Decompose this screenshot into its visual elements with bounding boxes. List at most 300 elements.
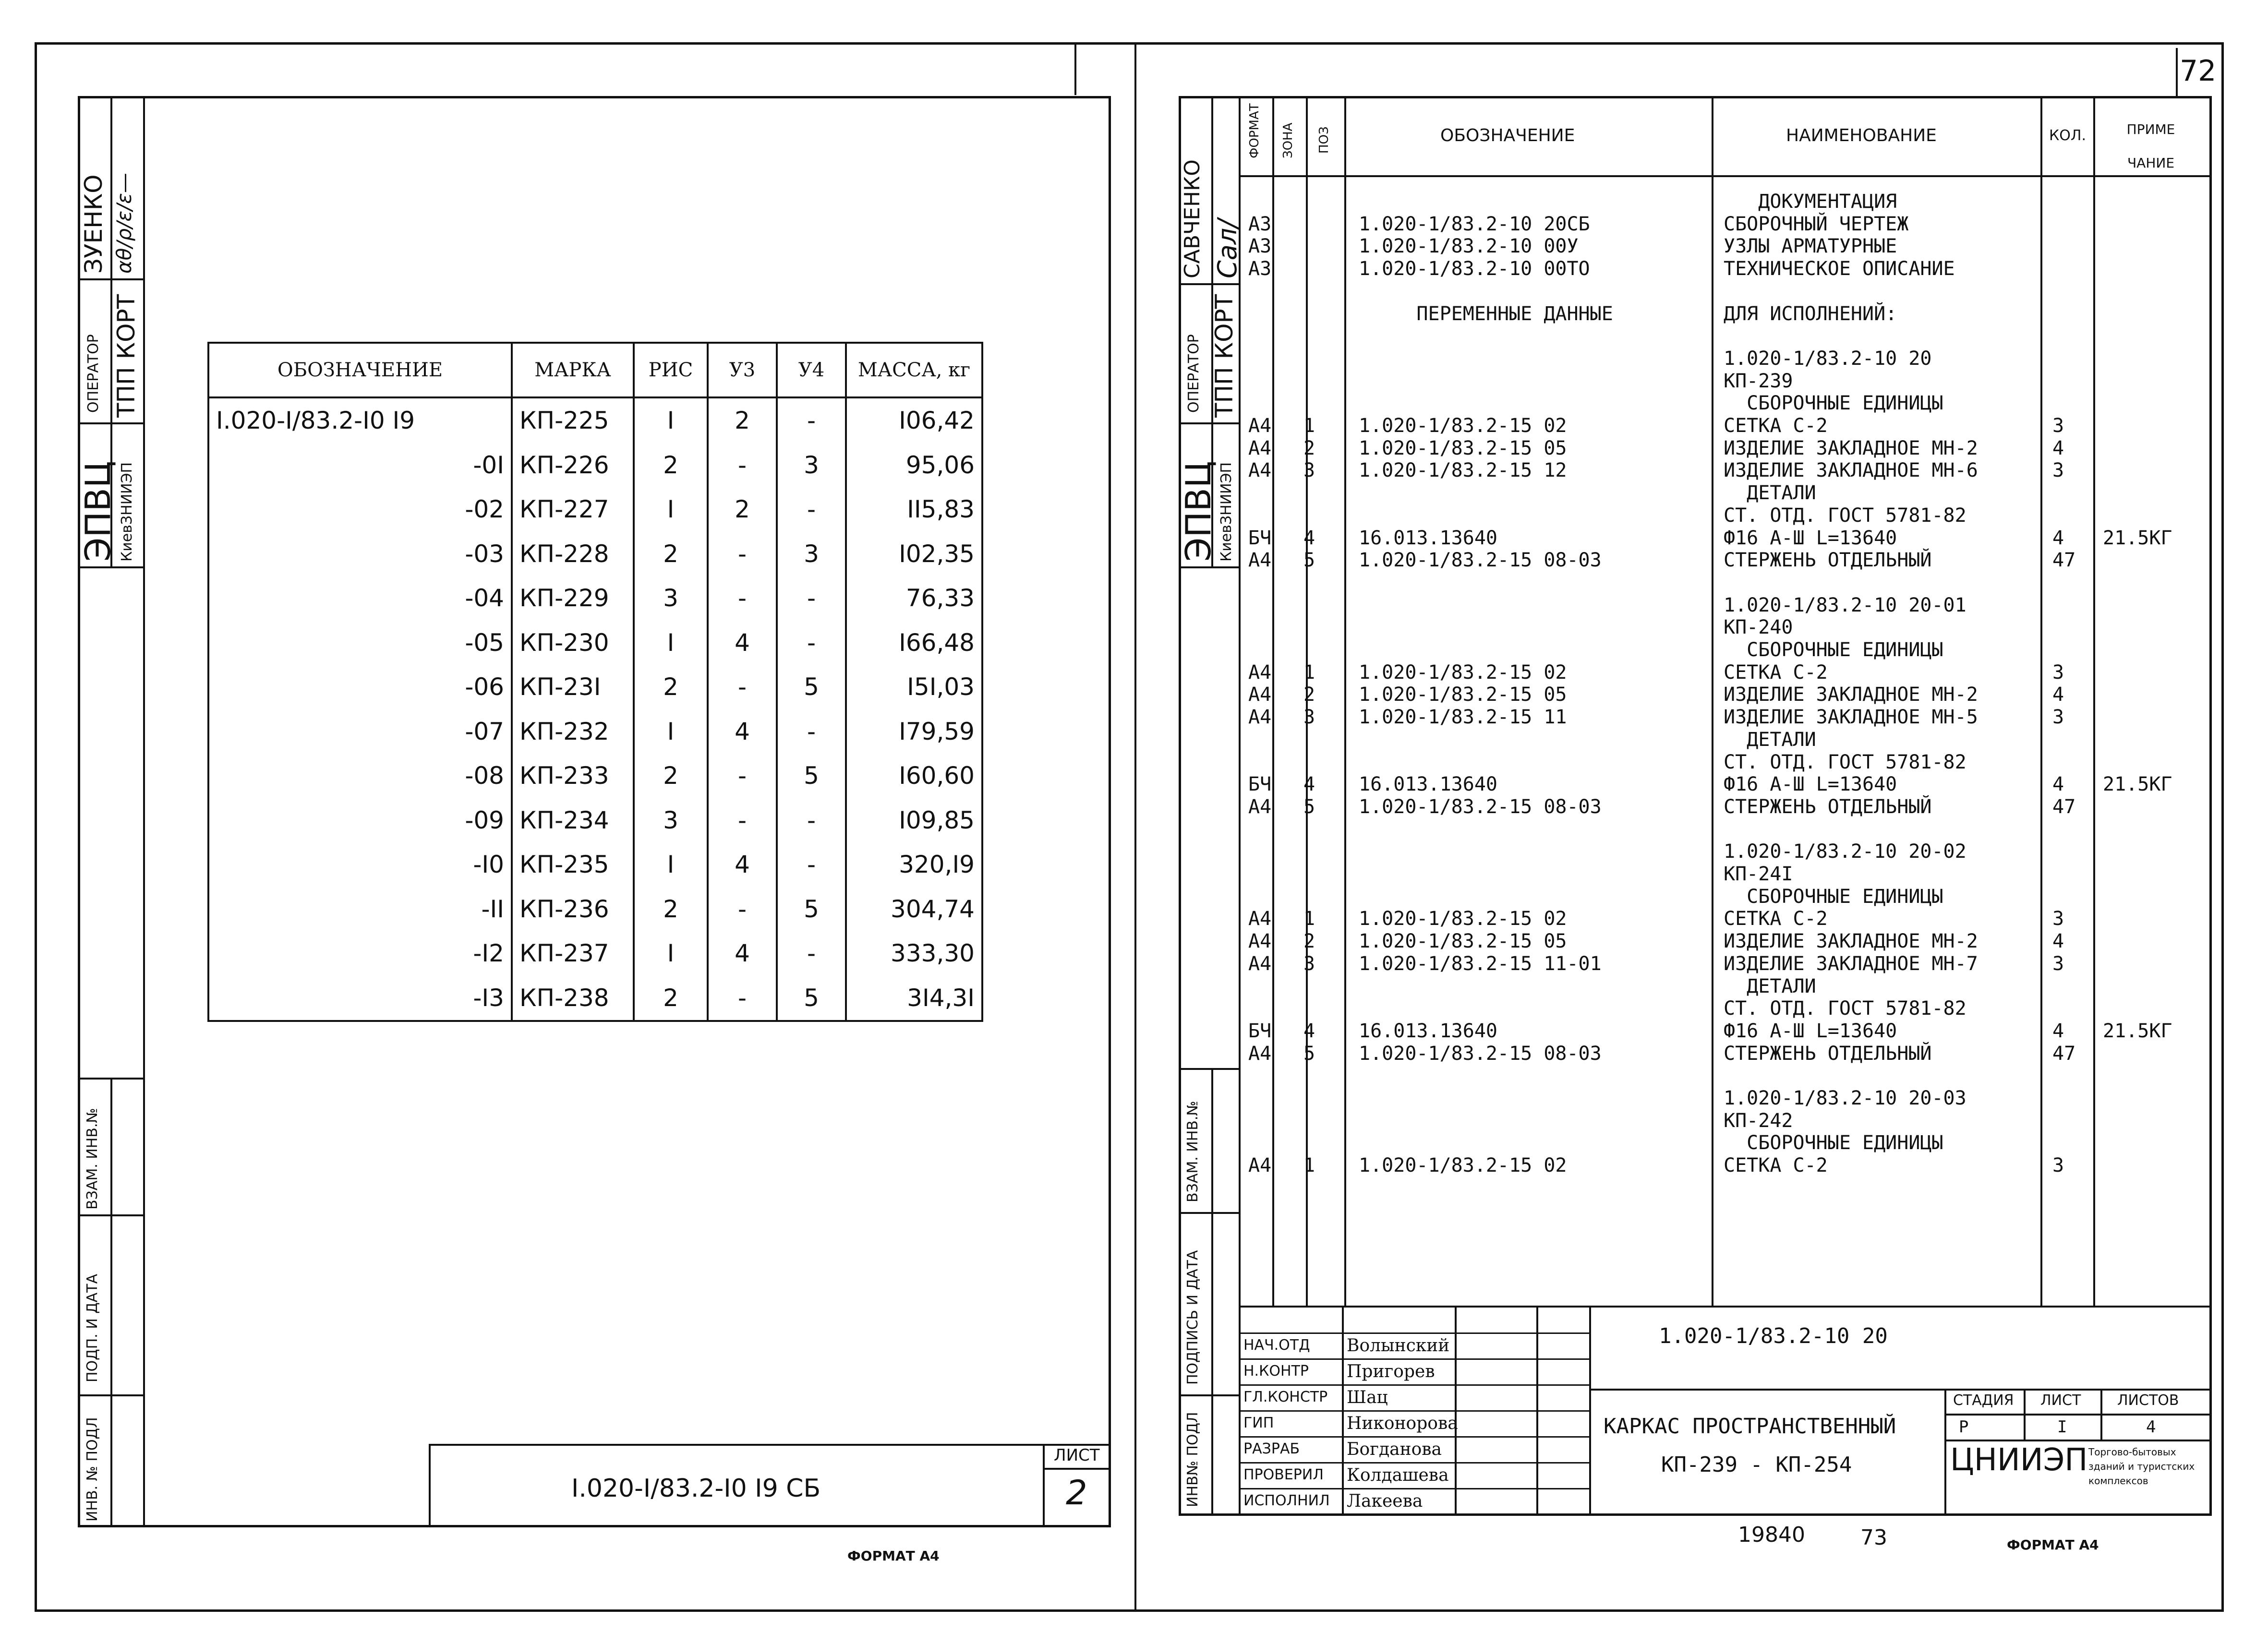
bottom-number-2: 73 — [1860, 1525, 1887, 1550]
tb-role: Н.КОНТР — [1243, 1363, 1309, 1380]
spec-header-zone: ЗОНА — [1281, 122, 1295, 158]
spec-cell-name: КП-240 — [1724, 616, 1793, 639]
tb-stage-bottom — [1944, 1440, 2212, 1441]
spec-cell-name: ДЕТАЛИ — [1724, 975, 1816, 997]
spec-cell-pos: 3 — [1303, 706, 1315, 729]
spec-header-pos: ПОЗ — [1317, 126, 1331, 154]
cell-u4: 3 — [777, 532, 846, 576]
tb-sheets-label: ЛИСТОВ — [2117, 1392, 2179, 1409]
tb-sheet-label: ЛИСТ — [2040, 1392, 2081, 1409]
cell-mark: КП-23I — [512, 665, 634, 709]
cell-fig: 2 — [634, 754, 708, 798]
tb-person-name: Лакеева — [1347, 1491, 1423, 1511]
cell-u4: - — [777, 798, 846, 843]
right-side-sep1 — [1179, 283, 1239, 285]
spec-cell-format: А4 — [1248, 1154, 1272, 1177]
cell-mass: I02,35 — [846, 532, 982, 576]
spec-cell-designation: ПЕРЕМЕННЫЕ ДАННЫЕ — [1359, 302, 1613, 325]
cell-fig: I — [634, 397, 708, 443]
spec-cell-format: А4 — [1248, 795, 1272, 818]
col-header-mass: МАССА, кг — [846, 343, 982, 397]
spec-cell-format: БЧ — [1248, 1020, 1272, 1042]
cell-u3: 2 — [708, 487, 777, 532]
right-side-lower-line — [1211, 1068, 1213, 1516]
spec-cell-designation: 1.020-1/83.2-15 02 — [1359, 908, 1567, 930]
spec-cell-note: 21.5КГ — [2103, 773, 2172, 796]
cell-mass: I60,60 — [846, 754, 982, 798]
spec-header-name: НАИМЕНОВАНИЕ — [1786, 126, 1937, 145]
right-side-col-line2 — [1239, 96, 1241, 1516]
cell-mass: 3I4,3I — [846, 976, 982, 1021]
right-inv-label: ИНВ№ ПОДЛ — [1184, 1412, 1201, 1507]
spec-cell-pos: 5 — [1303, 795, 1315, 818]
table-row — [208, 576, 982, 621]
cell-mark: КП-228 — [512, 532, 634, 576]
tb-sheet: I — [2057, 1417, 2067, 1437]
spec-cell-format: А4 — [1248, 415, 1272, 437]
tb-row-line — [1239, 1332, 1589, 1334]
sheet-divider — [1134, 42, 1136, 1612]
cell-u3: - — [708, 798, 777, 843]
cell-fig: 3 — [634, 576, 708, 621]
cell-u3: 4 — [708, 621, 777, 665]
spec-cell-name: ИЗДЕЛИЕ ЗАКЛАДНОЕ МН-5 — [1724, 706, 1978, 729]
left-inv-label: ИНВ. № ПОДЛ — [84, 1417, 101, 1522]
spec-cell-name: СТЕРЖЕНЬ ОТДЕЛЬНЫЙ — [1724, 1042, 1932, 1065]
cell-designation: -07 — [208, 709, 512, 754]
spec-cell-designation: 16.013.13640 — [1359, 773, 1497, 796]
spec-col-name — [2040, 96, 2042, 1306]
spec-cell-format: А4 — [1248, 459, 1272, 482]
cell-mass: 304,74 — [846, 887, 982, 932]
spec-cell-format: А4 — [1248, 549, 1272, 572]
cell-fig: 3 — [634, 798, 708, 843]
spec-cell-name: ИЗДЕЛИЕ ЗАКЛАДНОЕ МН-6 — [1724, 459, 1978, 482]
left-side-lower-line — [110, 1078, 112, 1527]
spec-cell-note: 21.5КГ — [2103, 527, 2172, 549]
tb-stage-label: СТАДИЯ — [1953, 1392, 2014, 1409]
spec-cell-name: СЕТКА С-2 — [1724, 661, 1828, 684]
bottom-number-1: 19840 — [1738, 1523, 1805, 1547]
spec-cell-name: СТ. ОТД. ГОСТ 5781-82 — [1724, 504, 1966, 527]
left-stamp-sheet-number: 2 — [1066, 1473, 1087, 1512]
left-operator-label: ОПЕРАТОР — [85, 334, 102, 413]
tb-role: ПРОВЕРИЛ — [1243, 1466, 1324, 1483]
spec-cell-format: А4 — [1248, 661, 1272, 684]
cell-fig: 2 — [634, 443, 708, 488]
spec-cell-designation: 1.020-1/83.2-15 12 — [1359, 459, 1567, 482]
tb-row-line — [1239, 1384, 1589, 1386]
spec-cell-pos: 1 — [1303, 661, 1315, 684]
cell-designation: I.020-I/83.2-I0 I9 — [208, 397, 512, 443]
tb-person-name: Пригорев — [1347, 1362, 1435, 1381]
spec-cell-name: ДЛЯ ИСПОЛНЕНИЙ: — [1724, 302, 1897, 325]
spec-cell-format: БЧ — [1248, 773, 1272, 796]
cell-fig: I — [634, 621, 708, 665]
cell-u3: - — [708, 576, 777, 621]
spec-cell-format: А4 — [1248, 437, 1272, 459]
tb-role: ГИП — [1243, 1415, 1274, 1431]
spec-cell-name: СБОРОЧНЫЕ ЕДИНИЦЫ — [1724, 639, 1943, 661]
table-row — [208, 532, 982, 576]
left-stamp-left — [429, 1444, 431, 1527]
table-row — [208, 397, 982, 443]
col-header-u4: У4 — [777, 343, 846, 397]
spec-col-format — [1272, 96, 1274, 1306]
left-top-tick — [1074, 42, 1076, 95]
spec-cell-name: СТ. ОТД. ГОСТ 5781-82 — [1724, 997, 1966, 1020]
table-row — [208, 621, 982, 665]
left-side-sep1 — [78, 278, 143, 280]
spec-cell-designation: 1.020-1/83.2-15 02 — [1359, 1154, 1567, 1177]
spec-cell-name: ИЗДЕЛИЕ ЗАКЛАДНОЕ МН-2 — [1724, 930, 1978, 953]
mass-table — [207, 342, 983, 1022]
cell-designation: -03 — [208, 532, 512, 576]
spec-cell-qty: 47 — [2052, 1042, 2076, 1065]
spec-cell-pos: 2 — [1303, 930, 1315, 953]
spec-cell-format: А4 — [1248, 706, 1272, 729]
tb-designation: 1.020-1/83.2-10 20 — [1659, 1324, 1888, 1348]
cell-u3: - — [708, 976, 777, 1021]
spec-cell-format: А4 — [1248, 1042, 1272, 1065]
left-vzam-label: ВЗАМ. ИНВ.№ — [84, 1108, 101, 1210]
spec-cell-name: СТЕРЖЕНЬ ОТДЕЛЬНЫЙ — [1724, 549, 1932, 572]
cell-u3: - — [708, 887, 777, 932]
cell-designation: -06 — [208, 665, 512, 709]
tb-role: ИСПОЛНИЛ — [1243, 1492, 1330, 1509]
right-side-sep4 — [1179, 1068, 1239, 1070]
spec-cell-designation: 1.020-1/83.2-15 05 — [1359, 684, 1567, 706]
tb-row-line — [1239, 1436, 1589, 1438]
cell-u3: 4 — [708, 842, 777, 887]
spec-cell-qty: 3 — [2052, 415, 2064, 437]
spec-cell-qty: 3 — [2052, 1154, 2064, 1177]
cell-designation: -I3 — [208, 976, 512, 1021]
table-row — [208, 976, 982, 1021]
cell-u4: - — [777, 576, 846, 621]
spec-cell-name: ДОКУМЕНТАЦИЯ — [1724, 191, 1897, 213]
left-stamp-sheet-line — [1043, 1468, 1111, 1470]
spec-cell-note: 21.5КГ — [2103, 1020, 2172, 1042]
tb-title-line2: КП-239 - КП-254 — [1661, 1452, 1852, 1477]
spec-cell-name: Ф16 А-Ш L=13640 — [1724, 527, 1897, 549]
col-header-fig: РИС — [634, 343, 708, 397]
spec-cell-name: СТЕРЖЕНЬ ОТДЕЛЬНЫЙ — [1724, 795, 1932, 818]
spec-cell-qty: 4 — [2052, 1020, 2064, 1042]
right-org-label: ЭПВЦ — [1178, 461, 1218, 562]
spec-cell-format: А4 — [1248, 908, 1272, 930]
spec-header-designation: ОБОЗНАЧЕНИЕ — [1440, 126, 1575, 145]
spec-cell-format: А4 — [1248, 684, 1272, 706]
tb-person-name: Богданова — [1347, 1440, 1442, 1459]
spec-cell-name: ТЕХНИЧЕСКОЕ ОПИСАНИЕ — [1724, 258, 1955, 280]
cell-mark: КП-235 — [512, 842, 634, 887]
mass-table-header — [208, 343, 982, 397]
cell-u3: - — [708, 665, 777, 709]
right-signature: Сал/ — [1212, 219, 1243, 278]
cell-u3: 4 — [708, 931, 777, 976]
tb-title-line1: КАРКАС ПРОСТРАНСТВЕННЫЙ — [1604, 1414, 1896, 1439]
cell-u4: - — [777, 487, 846, 532]
cell-mass: II5,83 — [846, 487, 982, 532]
table-row — [208, 709, 982, 754]
cell-mark: КП-234 — [512, 798, 634, 843]
spec-cell-designation: 1.020-1/83.2-10 00ТО — [1359, 258, 1590, 280]
spec-cell-qty: 3 — [2052, 706, 2064, 729]
spec-col-pos — [1344, 96, 1346, 1306]
spec-cell-format: А4 — [1248, 930, 1272, 953]
spec-cell-designation: 16.013.13640 — [1359, 1020, 1497, 1042]
tb-row-line — [1239, 1514, 1589, 1515]
cell-mark: КП-232 — [512, 709, 634, 754]
cell-u4: - — [777, 931, 846, 976]
cell-designation: -II — [208, 887, 512, 932]
spec-cell-qty: 3 — [2052, 459, 2064, 482]
left-stamp-sheet-label: ЛИСТ — [1054, 1446, 1100, 1465]
table-row — [208, 931, 982, 976]
left-org-label: ЭПВЦ — [78, 461, 118, 562]
spec-cell-designation: 1.020-1/83.2-15 08-03 — [1359, 795, 1602, 818]
spec-cell-name: СЕТКА С-2 — [1724, 1154, 1828, 1177]
spec-cell-pos: 2 — [1303, 437, 1315, 459]
cell-u3: 2 — [708, 397, 777, 443]
spec-cell-name: ДЕТАЛИ — [1724, 728, 1816, 751]
table-row — [208, 665, 982, 709]
tb-stage-mid — [1944, 1414, 2212, 1416]
cell-u4: 5 — [777, 665, 846, 709]
cell-mass: 333,30 — [846, 931, 982, 976]
spec-cell-format: БЧ — [1248, 527, 1272, 549]
spec-col-qty — [2093, 96, 2095, 1306]
table-row — [208, 487, 982, 532]
cell-fig: I — [634, 931, 708, 976]
spec-cell-designation: 1.020-1/83.2-15 05 — [1359, 437, 1567, 459]
spec-cell-pos: 1 — [1303, 415, 1315, 437]
cell-fig: I — [634, 842, 708, 887]
cell-mass: 95,06 — [846, 443, 982, 488]
cell-designation: -09 — [208, 798, 512, 843]
spec-cell-name: СЕТКА С-2 — [1724, 415, 1828, 437]
cell-u4: - — [777, 842, 846, 887]
cell-designation: -04 — [208, 576, 512, 621]
tb-row-line — [1239, 1488, 1589, 1489]
spec-cell-format: А3 — [1248, 258, 1272, 280]
spec-col-designation — [1712, 96, 1713, 1306]
tb-row-line — [1239, 1358, 1589, 1360]
spec-cell-designation: 1.020-1/83.2-15 05 — [1359, 930, 1567, 953]
spec-cell-qty: 4 — [2052, 684, 2064, 706]
spec-cell-pos: 4 — [1303, 1020, 1315, 1042]
spec-cell-pos: 3 — [1303, 952, 1315, 975]
cell-u4: 5 — [777, 976, 846, 1021]
spec-cell-name: СЕТКА С-2 — [1724, 908, 1828, 930]
spec-cell-pos: 2 — [1303, 684, 1315, 706]
right-podp-label: ПОДПИСЬ И ДАТА — [1184, 1250, 1201, 1385]
spec-cell-pos: 4 — [1303, 527, 1315, 549]
spec-header-format: ФОРМАТ — [1247, 103, 1262, 158]
spec-cell-qty: 47 — [2052, 549, 2076, 572]
spec-cell-format: А3 — [1248, 235, 1272, 258]
tb-desig-bottom — [1589, 1389, 2212, 1391]
tb-role: ГЛ.КОНСТР — [1243, 1389, 1328, 1405]
right-surname: САВЧЕНКО — [1180, 159, 1205, 278]
cell-mark: КП-229 — [512, 576, 634, 621]
page-number: 72 — [2180, 54, 2217, 88]
tb-person-name: Волынский — [1347, 1336, 1450, 1356]
right-format-label: ФОРМАТ А4 — [2007, 1537, 2099, 1553]
cell-fig: 2 — [634, 665, 708, 709]
left-side-col-line2 — [143, 96, 145, 1527]
tb-sheets: 4 — [2146, 1417, 2156, 1437]
cell-mass: I09,85 — [846, 798, 982, 843]
cell-mark: КП-238 — [512, 976, 634, 1021]
cell-designation: -05 — [208, 621, 512, 665]
spec-cell-qty: 4 — [2052, 930, 2064, 953]
table-row — [208, 754, 982, 798]
spec-cell-name: ДЕТАЛИ — [1724, 482, 1816, 504]
right-side-sep5 — [1179, 1212, 1239, 1214]
spec-cell-name: ИЗДЕЛИЕ ЗАКЛАДНОЕ МН-2 — [1724, 684, 1978, 706]
cell-mark: КП-225 — [512, 397, 634, 443]
cell-designation: -0I — [208, 443, 512, 488]
right-org-sub: КиевЗНИИЭП — [1218, 462, 1235, 562]
spec-header-note: ПРИМЕ ЧАНИЕ — [2126, 121, 2175, 171]
cell-mass: 320,I9 — [846, 842, 982, 887]
spec-cell-name: ИЗДЕЛИЕ ЗАКЛАДНОЕ МН-2 — [1724, 437, 1978, 459]
left-stamp-designation: I.020-I/83.2-I0 I9 СБ — [571, 1474, 821, 1503]
left-podp-label: ПОДП. И ДАТА — [84, 1273, 101, 1382]
cell-mass: I5I,03 — [846, 665, 982, 709]
tb-stage: Р — [1959, 1417, 1969, 1437]
tb-row-line — [1239, 1462, 1589, 1464]
left-side-sep2 — [78, 422, 143, 424]
right-top-tick — [2176, 48, 2178, 96]
table-row — [208, 842, 982, 887]
spec-cell-pos: 5 — [1303, 549, 1315, 572]
spec-cell-designation: 1.020-1/83.2-15 11-01 — [1359, 952, 1602, 975]
tb-row-line — [1239, 1410, 1589, 1412]
cell-u4: - — [777, 709, 846, 754]
cell-designation: -08 — [208, 754, 512, 798]
cell-u3: 4 — [708, 709, 777, 754]
left-surname: ЗУЕНКО — [80, 174, 108, 274]
spec-cell-name: СБОРОЧНЫЕ ЕДИНИЦЫ — [1724, 392, 1943, 415]
left-stamp-top — [429, 1444, 1111, 1446]
tb-role: РАЗРАБ — [1243, 1440, 1300, 1457]
col-header-designation: ОБОЗНАЧЕНИЕ — [208, 343, 512, 397]
left-stamp-sheet-div — [1043, 1444, 1045, 1527]
spec-cell-designation: 1.020-1/83.2-15 02 — [1359, 661, 1567, 684]
spec-cell-name: КП-24I — [1724, 863, 1793, 885]
spec-cell-name: КП-242 — [1724, 1109, 1793, 1132]
spec-cell-name: Ф16 А-Ш L=13640 — [1724, 773, 1897, 796]
spec-cell-name: Ф16 А-Ш L=13640 — [1724, 1020, 1897, 1042]
cell-u4: 3 — [777, 443, 846, 488]
cell-fig: I — [634, 487, 708, 532]
tb-role: НАЧ.ОТД — [1243, 1337, 1310, 1354]
cell-fig: 2 — [634, 887, 708, 932]
tb-person-name: Колдашева — [1347, 1465, 1449, 1485]
tb-person-name: Никонорова — [1347, 1414, 1458, 1433]
cell-fig: 2 — [634, 976, 708, 1021]
spec-cell-qty: 4 — [2052, 527, 2064, 549]
spec-cell-designation: 1.020-1/83.2-10 00У — [1359, 235, 1579, 258]
spec-cell-format: А3 — [1248, 213, 1272, 235]
spec-cell-format: А4 — [1248, 952, 1272, 975]
cell-designation: -02 — [208, 487, 512, 532]
spec-cell-pos: 1 — [1303, 908, 1315, 930]
left-signature: αθ/ρ/ε/ε— — [112, 173, 136, 274]
tb-col-stage — [1944, 1389, 1946, 1516]
cell-mark: КП-233 — [512, 754, 634, 798]
spec-cell-pos: 3 — [1303, 459, 1315, 482]
spec-cell-qty: 4 — [2052, 437, 2064, 459]
cell-mark: КП-226 — [512, 443, 634, 488]
tb-person-name: Шац — [1347, 1388, 1388, 1407]
cell-u3: - — [708, 443, 777, 488]
left-org-sub: КиевЗНИИЭП — [119, 462, 135, 562]
spec-cell-name: 1.020-1/83.2-10 20-02 — [1724, 840, 1966, 863]
spec-cell-name: СТ. ОТД. ГОСТ 5781-82 — [1724, 751, 1966, 773]
cell-mark: КП-237 — [512, 931, 634, 976]
table-row — [208, 887, 982, 932]
spec-cell-name: СБОРОЧНЫЕ ЕДИНИЦЫ — [1724, 1132, 1943, 1154]
cell-u4: 5 — [777, 754, 846, 798]
cell-mass: 76,33 — [846, 576, 982, 621]
spec-cell-designation: 16.013.13640 — [1359, 527, 1497, 549]
cell-u4: - — [777, 397, 846, 443]
spec-cell-pos: 1 — [1303, 1154, 1315, 1177]
spec-cell-designation: 1.020-1/83.2-10 20СБ — [1359, 213, 1590, 235]
cell-mass: I66,48 — [846, 621, 982, 665]
spec-cell-name: ИЗДЕЛИЕ ЗАКЛАДНОЕ МН-7 — [1724, 952, 1978, 975]
right-operator-label: ОПЕРАТОР — [1185, 334, 1202, 413]
cell-u3: - — [708, 532, 777, 576]
spec-cell-qty: 4 — [2052, 773, 2064, 796]
tb-top — [1239, 1306, 2212, 1308]
spec-cell-name: 1.020-1/83.2-10 20-01 — [1724, 594, 1966, 616]
spec-cell-name: СБОРОЧНЫЕ ЕДИНИЦЫ — [1724, 885, 1943, 908]
spec-cell-name: 1.020-1/83.2-10 20 — [1724, 347, 1932, 370]
left-format-label: ФОРМАТ А4 — [847, 1548, 940, 1564]
spec-cell-name: СБОРОЧНЫЙ ЧЕРТЕЖ — [1724, 213, 1909, 235]
left-tpp-label: ТПП КОРТ — [112, 294, 140, 418]
table-row — [208, 443, 982, 488]
col-header-mark: МАРКА — [512, 343, 634, 397]
right-tpp-label: ТПП КОРТ — [1210, 294, 1238, 418]
cell-mass: I06,42 — [846, 397, 982, 443]
cell-u4: - — [777, 621, 846, 665]
cell-mass: I79,59 — [846, 709, 982, 754]
spec-cell-name: УЗЛЫ АРМАТУРНЫЕ — [1724, 235, 1897, 258]
table-row — [208, 798, 982, 843]
cell-designation: -I0 — [208, 842, 512, 887]
spec-cell-designation: 1.020-1/83.2-15 08-03 — [1359, 1042, 1602, 1065]
left-side-sep3 — [78, 566, 143, 568]
spec-cell-qty: 3 — [2052, 661, 2064, 684]
right-side-sep3 — [1179, 566, 1239, 568]
spec-cell-qty: 3 — [2052, 952, 2064, 975]
spec-cell-designation: 1.020-1/83.2-15 02 — [1359, 415, 1567, 437]
spec-cell-name: КП-239 — [1724, 370, 1793, 392]
tb-col-date — [1589, 1306, 1591, 1516]
col-header-u3: У3 — [708, 343, 777, 397]
tb-org-desc: Торгово-бытовых зданий и туристских комплексов — [2088, 1446, 2195, 1487]
cell-mark: КП-227 — [512, 487, 634, 532]
spec-cell-pos: 5 — [1303, 1042, 1315, 1065]
spec-cell-designation: 1.020-1/83.2-15 08-03 — [1359, 549, 1602, 572]
spec-cell-pos: 4 — [1303, 773, 1315, 796]
